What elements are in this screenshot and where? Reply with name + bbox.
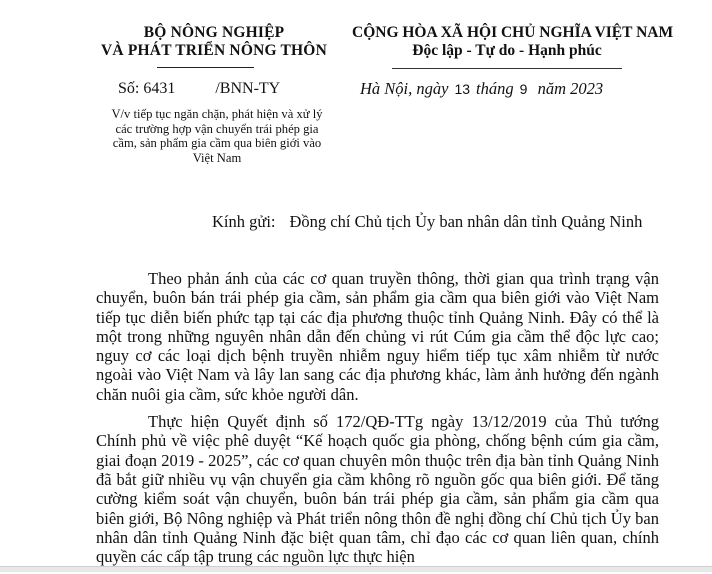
ref-number: 6431 bbox=[143, 80, 176, 97]
document-subject: V/v tiếp tục ngăn chặn, phát hiện và xử lý các trường hợp vận chuyển trái phép gia cầm, sản phẩm gia cầm qua biên giới vào Việt Nam bbox=[111, 107, 323, 165]
date-year: năm 2023 bbox=[537, 79, 604, 98]
body-paragraph: Theo phản ánh của các cơ quan truyền thông, thời gian qua trình trạng vận chuyển, buôn bán trái phép gia cầm, sản phẩm gia cầm qua biên giới vào Việt Nam tiếp tục diễn biến phức tạp tại các địa phương thuộc tỉnh Quảng Ninh. Đây có thể là một trong những nguyên nhân dẫn đến chủng vi rút Cúm gia cầm thể độc lực cao; nguy cơ các loại dịch bệnh truyền nhiễm nguy hiểm tiếp tục xâm nhiễm từ nước ngoài vào Việt Nam và lây lan sang các địa phương khác, làm ảnh hưởng đến ngành chăn nuôi gia cầm, sức khỏe người dân. bbox=[96, 269, 659, 404]
motto-underline bbox=[392, 68, 622, 69]
date-day: 13 bbox=[454, 81, 471, 97]
issuing-org-line1: BỘ NÔNG NGHIỆP bbox=[143, 24, 285, 41]
org-underline bbox=[157, 67, 254, 68]
date-place: Hà Nội, ngày bbox=[360, 79, 449, 98]
document-reference bbox=[118, 80, 280, 98]
page-bottom-edge bbox=[0, 566, 712, 572]
national-motto: Độc lập - Tự do - Hạnh phúc bbox=[412, 42, 602, 59]
issuing-org-line2: VÀ PHÁT TRIỂN NÔNG THÔN bbox=[101, 42, 327, 59]
issue-date bbox=[360, 79, 603, 99]
document-body bbox=[96, 269, 659, 574]
greeting bbox=[212, 212, 642, 232]
greeting-recipient: Đồng chí Chủ tịch Ủy ban nhân dân tỉnh Quảng Ninh bbox=[289, 212, 643, 231]
date-month-label: tháng bbox=[476, 79, 514, 98]
greeting-label: Kính gửi: bbox=[212, 212, 276, 231]
date-month: 9 bbox=[519, 81, 528, 97]
ref-label: Số: bbox=[118, 80, 140, 97]
body-paragraph: Thực hiện Quyết định số 172/QĐ-TTg ngày 13/12/2019 của Thủ tướng Chính phủ về việc phê duyệt “Kế hoạch quốc gia phòng, chống bệnh cúm gia cầm, giai đoạn 2019 - 2025”, các cơ quan chuyên môn thuộc trên địa bàn tỉnh Quảng Ninh đã bắt giữ nhiều vụ vận chuyển gia cầm không rõ nguồn gốc qua biên giới. Để tăng cường kiểm soát vận chuyển, buôn bán trái phép gia cầm, sản phẩm gia cầm qua biên giới, Bộ Nông nghiệp và Phát triển nông thôn đề nghị đồng chí Chủ tịch Ủy ban nhân dân tỉnh Quảng Ninh đặc biệt quan tâm, chỉ đạo các cơ quan liên quan, chính quyền các cấp tập trung các nguồn lực thực hiện bbox=[96, 412, 659, 567]
national-title: CỘNG HÒA XÃ HỘI CHỦ NGHĨA VIỆT NAM bbox=[352, 24, 674, 41]
ref-suffix: /BNN-TY bbox=[215, 80, 281, 97]
